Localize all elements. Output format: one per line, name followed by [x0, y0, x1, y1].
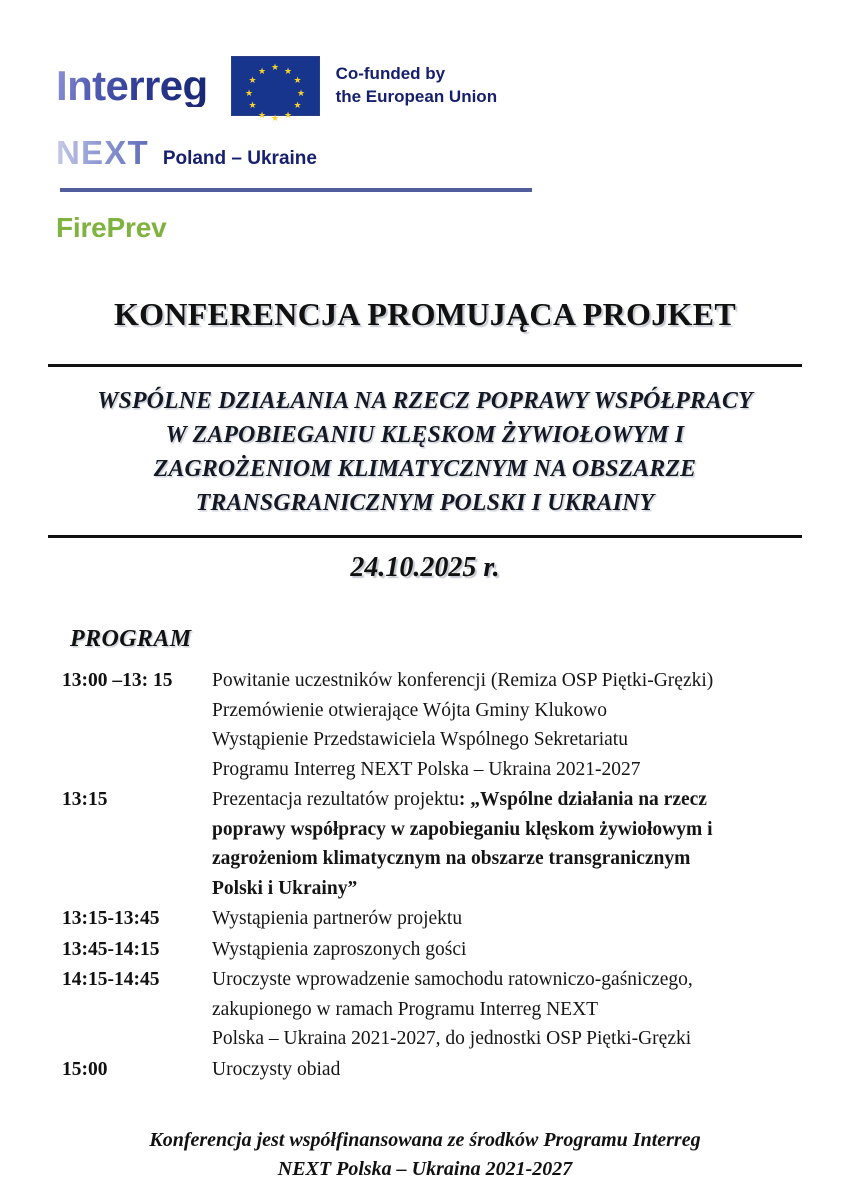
- schedule-row-line: Wystąpienia zaproszonych gości: [212, 938, 467, 960]
- schedule-row-time: 13:45-14:15: [62, 938, 160, 960]
- schedule-row-line: zakupionego w ramach Programu Interreg NEXT: [212, 998, 599, 1020]
- divider-above-subtitle: [48, 364, 802, 367]
- subtitle-line-1: WSPÓLNE DZIAŁANIA NA RZECZ POPRAWY WSPÓŁPRACY: [97, 387, 753, 414]
- schedule-row-time: 13:15-13:45: [62, 908, 160, 929]
- funding-footer: [0, 1126, 850, 1184]
- schedule-row-line: poprawy współpracy w zapobieganiu klęskom żywiołowym i: [212, 818, 713, 840]
- schedule-row-line: Powitanie uczestników konferencji (Remiza OSP Piętki-Gręzki): [212, 670, 714, 691]
- interreg-eu-row: [56, 56, 498, 123]
- program-schedule: [62, 666, 802, 1085]
- eu-funding-line-2: the European Union: [335, 87, 498, 106]
- next-row: [56, 136, 317, 170]
- schedule-row: [62, 1055, 802, 1085]
- program-heading: PROGRAM: [70, 626, 192, 652]
- schedule-row-line: Wystąpienia partnerów projektu: [212, 908, 463, 929]
- schedule-row-description: [212, 904, 802, 934]
- brand-divider: [60, 188, 532, 192]
- schedule-row-line: Programu Interreg NEXT Polska – Ukraina 2021-2027: [212, 758, 641, 780]
- schedule-row-line: Przemówienie otwierające Wójta Gminy Klukowo: [212, 699, 607, 721]
- eu-funding-line-1: Co-funded by: [335, 64, 446, 84]
- schedule-row-line: Uroczysty obiad: [212, 1058, 341, 1080]
- schedule-row-description: [212, 785, 802, 903]
- eu-flag-icon: ★ ★ ★ ★ ★ ★ ★ ★ ★ ★ ★ ★: [231, 56, 320, 116]
- schedule-row-line: zagrożeniom klimatycznym na obszarze transgranicznym: [212, 848, 691, 869]
- footer-line-2: NEXT Polska – Ukraina 2021-2027: [277, 1158, 573, 1180]
- schedule-row-time: 14:15-14:45: [62, 969, 160, 990]
- event-date: 24.10.2025 r.: [350, 552, 500, 583]
- divider-below-subtitle: [48, 535, 802, 538]
- schedule-row: [62, 904, 802, 934]
- schedule-row: [62, 666, 802, 784]
- schedule-row-description: [212, 666, 802, 784]
- schedule-row-description: [212, 935, 802, 965]
- page-subtitle: [0, 384, 850, 520]
- subtitle-line-3: ZAGROŻENIOM KLIMATYCZNYM NA OBSZARZE: [153, 455, 697, 482]
- schedule-row-time: 15:00: [62, 1058, 108, 1080]
- schedule-row-description: [212, 965, 802, 1054]
- subtitle-line-4: TRANSGRANICZNYM POLSKI I UKRAINY: [195, 489, 655, 516]
- schedule-row: [62, 935, 802, 965]
- subtitle-line-2: W ZAPOBIEGANIU KLĘSKOM ŻYWIOŁOWYM I: [165, 421, 685, 448]
- schedule-row: [62, 965, 802, 1054]
- schedule-row-line: Prezentacja rezultatów projektu: „Wspólne działania na rzecz: [212, 789, 707, 810]
- schedule-row-time: 13:00 –13: 15: [62, 670, 173, 691]
- page-title: KONFERENCJA PROMUJĄCA PROJKET: [113, 296, 737, 332]
- project-name-fireprev: FirePrev: [56, 212, 167, 243]
- schedule-row-line: Uroczyste wprowadzenie samochodu ratowniczo-gaśniczego,: [212, 969, 693, 990]
- next-country-label: Poland – Ukraine: [162, 148, 317, 169]
- schedule-row-line: Polski i Ukrainy”: [212, 877, 358, 899]
- schedule-row-description: [212, 1055, 802, 1085]
- schedule-row-time: 13:15: [62, 789, 108, 810]
- schedule-row-line: Wystąpienie Przedstawiciela Wspólnego Sekretariatu: [212, 729, 628, 750]
- schedule-row-line: Polska – Ukraina 2021-2027, do jednostki OSP Piętki-Gręzki: [212, 1028, 692, 1049]
- schedule-row: [62, 785, 802, 903]
- next-wordmark: NEXT: [56, 134, 149, 171]
- footer-line-1: Konferencja jest współfinansowana ze środków Programu Interreg: [149, 1129, 701, 1151]
- eu-funding-label: [336, 63, 498, 109]
- interreg-wordmark: Interreg: [56, 65, 214, 107]
